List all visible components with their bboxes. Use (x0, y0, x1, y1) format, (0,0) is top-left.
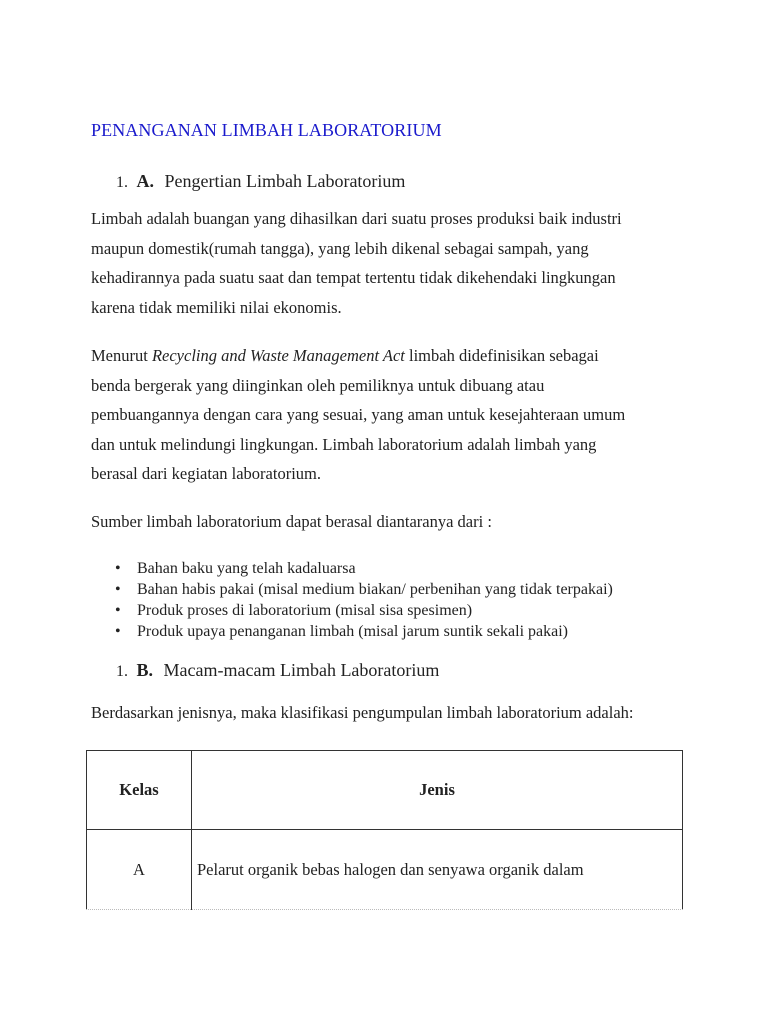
classification-table (86, 750, 683, 910)
table-row (87, 830, 683, 911)
section-title: Macam-macam Limbah Laboratorium (163, 660, 440, 680)
paragraph-definition (91, 204, 691, 322)
header-kelas: Kelas (87, 751, 192, 830)
sources-list (91, 558, 613, 642)
paragraph-line: maupun domestik(rumah tangga), yang lebih dikenal sebagai sampah, yang (91, 238, 589, 258)
paragraph-line: kehadirannya pada suatu saat dan tempat tertentu tidak dikehendaki lingkungan (91, 268, 616, 287)
line-prefix: Menurut (91, 346, 152, 365)
paragraph-line: dan untuk melindungi lingkungan. Limbah laboratorium adalah limbah yang (91, 434, 597, 454)
bullet-icon: • (115, 602, 121, 619)
section-number: 1. (116, 174, 128, 191)
paragraph-line: berasal dari kegiatan laboratorium. (91, 464, 321, 483)
act-name: Recycling and Waste Management Act (151, 346, 405, 365)
paragraph-line: pembuangannya dengan cara yang sesuai, yang aman untuk kesejahteraan umum (91, 405, 626, 424)
page-title: PENANGANAN LIMBAH LABORATORIUM (91, 120, 442, 140)
paragraph-line: Limbah adalah buangan yang dihasilkan dari suatu proses produksi baik industri (91, 209, 622, 228)
list-item (91, 621, 613, 642)
bullet-icon: • (115, 560, 121, 577)
paragraph-act-definition (91, 341, 691, 489)
list-item-text: Bahan habis pakai (misal medium biakan/ perbenihan yang tidak terpakai) (137, 581, 613, 598)
page-cut-divider (86, 905, 683, 910)
bullet-icon: • (115, 581, 121, 598)
table-header-row (87, 751, 683, 830)
header-jenis: Jenis (192, 751, 683, 830)
sources-intro: Sumber limbah laboratorium dapat berasal diantaranya dari : (91, 512, 492, 531)
list-item (91, 579, 613, 600)
section-letter: B. (136, 660, 154, 680)
cell-kelas: A (87, 830, 192, 911)
paragraph-line: karena tidak memiliki nilai ekonomis. (91, 297, 342, 317)
bullet-icon: • (115, 623, 121, 640)
cell-jenis: Pelarut organik bebas halogen dan senyawa organik dalam (192, 830, 683, 911)
section-heading-b (116, 660, 439, 681)
list-item-text: Bahan baku yang telah kadaluarsa (137, 560, 356, 577)
list-item (91, 558, 613, 579)
list-item (91, 600, 613, 621)
list-item-text: Produk proses di laboratorium (misal sisa spesimen) (137, 602, 473, 619)
section-title: Pengertian Limbah Laboratorium (164, 171, 406, 191)
paragraph-line (91, 341, 691, 371)
line-suffix: limbah didefinisikan sebagai (404, 346, 599, 365)
classification-intro: Berdasarkan jenisnya, maka klasifikasi pengumpulan limbah laboratorium adalah: (91, 703, 634, 722)
paragraph-line: benda bergerak yang diinginkan oleh pemiliknya untuk dibuang atau (91, 375, 545, 395)
list-item-text: Produk upaya penanganan limbah (misal jarum suntik sekali pakai) (137, 623, 568, 640)
classification-table-wrapper (86, 750, 683, 910)
section-heading-a (116, 171, 405, 192)
section-number: 1. (116, 663, 128, 680)
section-letter: A. (136, 171, 154, 191)
